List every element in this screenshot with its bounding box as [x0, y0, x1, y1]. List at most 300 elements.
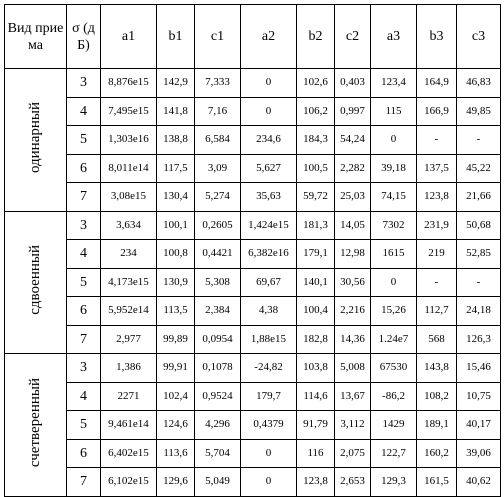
- value-cell: [457, 183, 501, 212]
- value-cell: [157, 126, 195, 155]
- value-text: 106,2: [303, 104, 328, 117]
- value-text: 1,88e15: [250, 332, 287, 345]
- value-text: -: [476, 275, 481, 288]
- value-text: 5,308: [205, 275, 230, 288]
- value-text: -: [434, 275, 439, 288]
- value-cell: [195, 325, 241, 354]
- value-text: 234: [120, 247, 137, 260]
- value-text: 234,6: [256, 133, 281, 146]
- value-text: 2,653: [340, 475, 365, 488]
- value-cell: [101, 468, 157, 497]
- value-text: 12,98: [340, 247, 365, 260]
- value-text: 7302: [382, 218, 405, 231]
- value-text: 40,62: [466, 475, 491, 488]
- header-sigma: σ (дБ): [67, 5, 101, 69]
- value-cell: [417, 69, 457, 98]
- value-text: 45,22: [466, 161, 491, 174]
- value-text: 0: [265, 446, 272, 459]
- value-text: 4,173e15: [108, 275, 149, 288]
- value-text: 30,56: [340, 275, 365, 288]
- value-cell: [241, 240, 297, 269]
- value-text: -24,82: [254, 361, 283, 374]
- value-cell: [371, 268, 417, 297]
- value-cell: [241, 69, 297, 98]
- value-text: 7,16: [207, 104, 228, 117]
- table-row: [5, 240, 501, 269]
- value-cell: [457, 468, 501, 497]
- value-text: 0: [265, 475, 272, 488]
- value-cell: [457, 411, 501, 440]
- sigma-cell: 3: [67, 354, 101, 383]
- header-c1: c1: [195, 5, 241, 69]
- value-text: 164,9: [424, 76, 449, 89]
- value-text: 130,4: [163, 190, 188, 203]
- value-text: 122,7: [381, 446, 406, 459]
- value-text: -: [434, 133, 439, 146]
- value-cell: [241, 411, 297, 440]
- value-cell: [195, 411, 241, 440]
- sigma-cell: 4: [67, 382, 101, 411]
- value-text: 3,08e15: [110, 190, 147, 203]
- value-text: 1.24e7: [378, 332, 409, 345]
- value-cell: [195, 240, 241, 269]
- value-cell: [417, 411, 457, 440]
- value-text: 0: [265, 104, 272, 117]
- value-cell: [335, 439, 371, 468]
- value-cell: [241, 97, 297, 126]
- value-text: 100,4: [303, 304, 328, 317]
- value-text: 2,075: [340, 446, 365, 459]
- value-text: 141,8: [163, 104, 188, 117]
- value-text: 7,495e15: [108, 104, 149, 117]
- value-cell: [297, 183, 335, 212]
- value-text: 2271: [117, 389, 140, 402]
- value-cell: [195, 97, 241, 126]
- value-text: 123,4: [381, 76, 406, 89]
- value-text: 124,6: [163, 418, 188, 431]
- table-row: [5, 297, 501, 326]
- value-cell: [241, 154, 297, 183]
- value-cell: [371, 382, 417, 411]
- value-cell: [417, 211, 457, 240]
- value-cell: [335, 126, 371, 155]
- value-cell: [417, 97, 457, 126]
- table-row: [5, 69, 501, 98]
- header-c3: c3: [457, 5, 501, 69]
- value-cell: [101, 69, 157, 98]
- value-cell: [371, 97, 417, 126]
- value-cell: [335, 154, 371, 183]
- value-text: 54,24: [340, 133, 365, 146]
- value-cell: [195, 268, 241, 297]
- value-cell: [157, 297, 195, 326]
- value-cell: [297, 439, 335, 468]
- value-cell: [417, 297, 457, 326]
- value-cell: [371, 411, 417, 440]
- value-text: 8,876e15: [108, 76, 149, 89]
- value-text: 2,216: [340, 304, 365, 317]
- value-cell: [157, 354, 195, 383]
- value-cell: [101, 325, 157, 354]
- table-row: [5, 183, 501, 212]
- sigma-cell: 3: [67, 211, 101, 240]
- value-text: 0,2605: [202, 218, 233, 231]
- value-cell: [101, 154, 157, 183]
- value-cell: [241, 439, 297, 468]
- table-row: [5, 382, 501, 411]
- value-text: 7,333: [205, 76, 230, 89]
- value-text: 129,3: [381, 475, 406, 488]
- value-text: 0,0954: [202, 332, 233, 345]
- value-text: 3,112: [340, 418, 365, 431]
- value-text: 10,75: [466, 389, 491, 402]
- value-text: 0: [265, 76, 272, 89]
- value-cell: [371, 439, 417, 468]
- sigma-cell: 4: [67, 97, 101, 126]
- value-text: 49,85: [466, 104, 491, 117]
- value-text: 219: [428, 247, 445, 260]
- value-text: 2,282: [340, 161, 365, 174]
- value-cell: [335, 297, 371, 326]
- value-text: 102,6: [303, 76, 328, 89]
- table-row: [5, 411, 501, 440]
- value-cell: [335, 211, 371, 240]
- value-text: 182,8: [303, 332, 328, 345]
- value-text: 5,627: [256, 161, 281, 174]
- value-cell: [297, 268, 335, 297]
- value-text: 1615: [382, 247, 405, 260]
- value-cell: [297, 411, 335, 440]
- coefficients-table: [4, 4, 501, 497]
- value-cell: [195, 297, 241, 326]
- value-text: 14,05: [340, 218, 365, 231]
- value-text: 161,5: [424, 475, 449, 488]
- value-text: 39,06: [466, 446, 491, 459]
- value-cell: [371, 297, 417, 326]
- value-cell: [297, 354, 335, 383]
- value-cell: [241, 325, 297, 354]
- value-text: 13,67: [340, 389, 365, 402]
- table-row: [5, 325, 501, 354]
- value-cell: [297, 126, 335, 155]
- value-cell: [417, 354, 457, 383]
- value-cell: [195, 439, 241, 468]
- value-cell: [457, 126, 501, 155]
- value-cell: [457, 354, 501, 383]
- sigma-cell: 5: [67, 411, 101, 440]
- value-text: 100,1: [163, 218, 188, 231]
- value-text: 568: [428, 332, 445, 345]
- reception-type-label: сдвоенный: [27, 245, 43, 316]
- value-cell: [157, 69, 195, 98]
- value-cell: [371, 211, 417, 240]
- value-cell: [157, 382, 195, 411]
- value-cell: [195, 126, 241, 155]
- value-text: 35,63: [256, 190, 281, 203]
- header-reception-type: Вид приема: [5, 5, 67, 69]
- value-cell: [371, 126, 417, 155]
- header-b3: b3: [417, 5, 457, 69]
- value-text: 67530: [379, 361, 408, 374]
- value-cell: [457, 97, 501, 126]
- value-text: 179,1: [303, 247, 328, 260]
- value-text: 3,634: [116, 218, 141, 231]
- value-cell: [417, 468, 457, 497]
- sigma-cell: 7: [67, 183, 101, 212]
- value-text: 6,102e15: [108, 475, 149, 488]
- value-text: 166,9: [424, 104, 449, 117]
- value-cell: [417, 240, 457, 269]
- value-cell: [297, 240, 335, 269]
- value-cell: [297, 325, 335, 354]
- value-text: 9,461e14: [108, 418, 149, 431]
- value-cell: [335, 325, 371, 354]
- header-a3: a3: [371, 5, 417, 69]
- value-text: 1,424e15: [248, 218, 289, 231]
- table-row: [5, 354, 501, 383]
- value-cell: [101, 439, 157, 468]
- value-cell: [335, 97, 371, 126]
- value-text: 46,83: [466, 76, 491, 89]
- value-text: 114,6: [303, 389, 328, 402]
- value-cell: [195, 354, 241, 383]
- value-cell: [457, 268, 501, 297]
- value-cell: [335, 382, 371, 411]
- value-text: -: [476, 133, 481, 146]
- table-row: [5, 211, 501, 240]
- value-text: 4,38: [258, 304, 279, 317]
- header-a1: a1: [101, 5, 157, 69]
- reception-type-label: одинарный: [27, 102, 43, 174]
- table-row: [5, 154, 501, 183]
- value-text: 99,91: [163, 361, 188, 374]
- value-cell: [335, 69, 371, 98]
- value-text: 91,79: [303, 418, 328, 431]
- reception-type-cell: [5, 211, 67, 354]
- value-cell: [457, 240, 501, 269]
- value-cell: [417, 126, 457, 155]
- value-text: 1429: [382, 418, 405, 431]
- value-cell: [297, 97, 335, 126]
- value-text: -86,2: [382, 389, 405, 402]
- sigma-cell: 4: [67, 240, 101, 269]
- value-text: 184,3: [303, 133, 328, 146]
- value-text: 160,2: [424, 446, 449, 459]
- value-cell: [241, 354, 297, 383]
- value-cell: [241, 183, 297, 212]
- value-text: 0,4421: [202, 247, 233, 260]
- value-cell: [241, 268, 297, 297]
- value-text: 5,952e14: [108, 304, 149, 317]
- value-text: 8,011e14: [108, 161, 149, 174]
- value-text: 59,72: [303, 190, 328, 203]
- table-row: [5, 126, 501, 155]
- table-row: [5, 468, 501, 497]
- value-cell: [157, 411, 195, 440]
- table-row: [5, 268, 501, 297]
- value-text: 137,5: [424, 161, 449, 174]
- value-cell: [157, 468, 195, 497]
- value-text: 129,6: [163, 475, 188, 488]
- value-text: 1,303e16: [108, 133, 149, 146]
- value-text: 123,8: [303, 475, 328, 488]
- value-cell: [101, 211, 157, 240]
- value-text: 142,9: [163, 76, 188, 89]
- reception-type-cell: [5, 69, 67, 212]
- header-a2: a2: [241, 5, 297, 69]
- header-b2: b2: [297, 5, 335, 69]
- value-text: 5,049: [205, 475, 230, 488]
- sigma-cell: 6: [67, 439, 101, 468]
- value-cell: [457, 297, 501, 326]
- value-text: 6,584: [205, 133, 230, 146]
- table-body: [5, 69, 501, 497]
- sigma-cell: 5: [67, 268, 101, 297]
- value-cell: [241, 468, 297, 497]
- value-cell: [417, 439, 457, 468]
- value-text: 113,6: [163, 446, 188, 459]
- value-cell: [101, 297, 157, 326]
- sigma-cell: 7: [67, 468, 101, 497]
- value-cell: [241, 297, 297, 326]
- value-text: 14,36: [340, 332, 365, 345]
- value-cell: [101, 382, 157, 411]
- value-cell: [297, 211, 335, 240]
- value-cell: [371, 154, 417, 183]
- value-cell: [335, 183, 371, 212]
- sigma-cell: 5: [67, 126, 101, 155]
- value-cell: [195, 211, 241, 240]
- sigma-cell: 3: [67, 69, 101, 98]
- value-cell: [157, 154, 195, 183]
- value-text: 100,5: [303, 161, 328, 174]
- value-text: 39,18: [381, 161, 406, 174]
- value-cell: [195, 154, 241, 183]
- value-text: 123,8: [424, 190, 449, 203]
- value-cell: [417, 154, 457, 183]
- value-text: 231,9: [424, 218, 449, 231]
- value-text: 4,296: [205, 418, 230, 431]
- value-cell: [297, 297, 335, 326]
- value-text: 117,5: [163, 161, 188, 174]
- value-cell: [157, 268, 195, 297]
- value-cell: [417, 268, 457, 297]
- value-cell: [195, 468, 241, 497]
- value-text: 181,3: [303, 218, 328, 231]
- value-cell: [195, 183, 241, 212]
- value-cell: [335, 240, 371, 269]
- value-text: 0,997: [340, 104, 365, 117]
- value-text: 5,008: [340, 361, 365, 374]
- value-cell: [101, 411, 157, 440]
- value-cell: [417, 382, 457, 411]
- value-cell: [101, 126, 157, 155]
- value-text: 115: [385, 104, 402, 117]
- value-cell: [457, 325, 501, 354]
- value-cell: [417, 325, 457, 354]
- value-text: 3,09: [207, 161, 228, 174]
- value-text: 24,18: [466, 304, 491, 317]
- value-text: 108,2: [424, 389, 449, 402]
- value-cell: [241, 382, 297, 411]
- value-cell: [335, 268, 371, 297]
- value-cell: [241, 126, 297, 155]
- value-cell: [335, 411, 371, 440]
- value-text: 5,704: [205, 446, 230, 459]
- value-cell: [101, 240, 157, 269]
- value-text: 0,1078: [202, 361, 233, 374]
- value-text: 69,67: [256, 275, 281, 288]
- value-text: 25,03: [340, 190, 365, 203]
- value-cell: [457, 439, 501, 468]
- value-text: 99,89: [163, 332, 188, 345]
- value-text: 113,5: [163, 304, 188, 317]
- sigma-cell: 7: [67, 325, 101, 354]
- value-text: 50,68: [466, 218, 491, 231]
- header-b1: b1: [157, 5, 195, 69]
- value-cell: [417, 183, 457, 212]
- value-text: 1,386: [116, 361, 141, 374]
- value-cell: [457, 211, 501, 240]
- value-text: 15,26: [381, 304, 406, 317]
- value-text: 112,7: [424, 304, 449, 317]
- value-cell: [371, 240, 417, 269]
- value-text: 0,4379: [253, 418, 284, 431]
- value-text: 143,8: [424, 361, 449, 374]
- value-text: 0,9524: [202, 389, 233, 402]
- table-row: [5, 439, 501, 468]
- value-text: 2,977: [116, 332, 141, 345]
- value-text: 6,382e16: [248, 247, 289, 260]
- sigma-cell: 6: [67, 297, 101, 326]
- value-cell: [195, 382, 241, 411]
- value-cell: [335, 354, 371, 383]
- value-cell: [195, 69, 241, 98]
- value-text: 100,8: [163, 247, 188, 260]
- reception-type-label: счетверенный: [27, 378, 43, 468]
- value-text: 140,1: [303, 275, 328, 288]
- reception-type-cell: [5, 354, 67, 497]
- value-cell: [101, 354, 157, 383]
- value-text: 130,9: [163, 275, 188, 288]
- table-row: [5, 97, 501, 126]
- value-text: 116: [307, 446, 324, 459]
- value-cell: [297, 154, 335, 183]
- header-c2: c2: [335, 5, 371, 69]
- value-text: 5,274: [205, 190, 230, 203]
- value-text: 0,403: [340, 76, 365, 89]
- value-cell: [371, 183, 417, 212]
- value-text: 102,4: [163, 389, 188, 402]
- value-cell: [157, 97, 195, 126]
- value-cell: [457, 382, 501, 411]
- value-cell: [101, 268, 157, 297]
- value-text: 6,402e15: [108, 446, 149, 459]
- value-cell: [297, 468, 335, 497]
- value-cell: [371, 468, 417, 497]
- value-text: 0: [390, 275, 397, 288]
- value-cell: [297, 69, 335, 98]
- value-text: 52,85: [466, 247, 491, 260]
- value-text: 179,7: [256, 389, 281, 402]
- value-text: 2,384: [205, 304, 230, 317]
- value-cell: [157, 183, 195, 212]
- value-cell: [101, 183, 157, 212]
- value-cell: [157, 325, 195, 354]
- value-cell: [241, 211, 297, 240]
- value-cell: [157, 439, 195, 468]
- value-text: 15,46: [466, 361, 491, 374]
